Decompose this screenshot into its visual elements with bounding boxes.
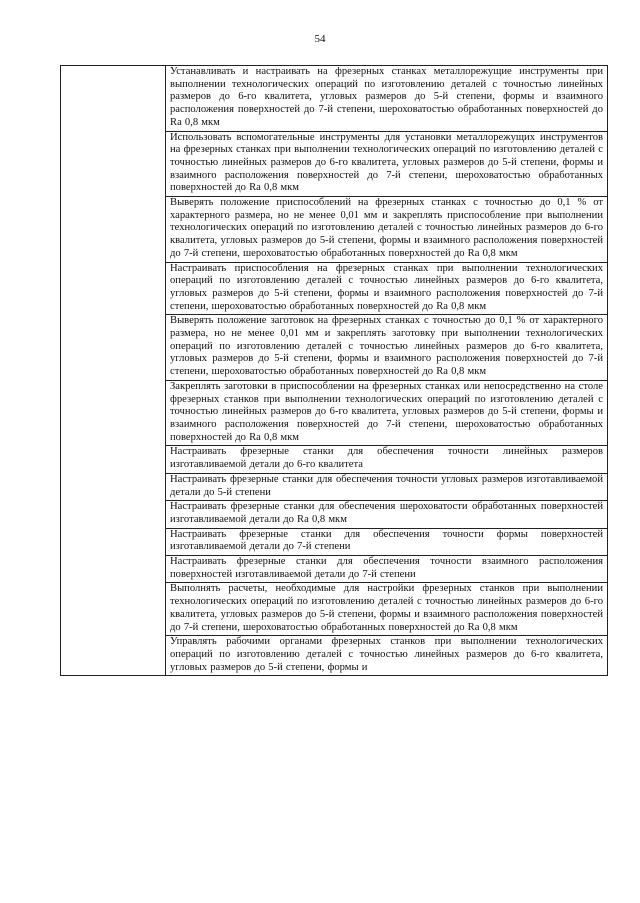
skill-item: Выверять положение заготовок на фрезерных станках с точностью до 0,1 % от характерного размера, но не менее 0,01 мм и закреплять заготовку при выполнении технологических операций по изготовлению деталей с точностью линейных размеров до 6-го квалитета, угловых размеров до 5-й степени, формы и взаимного расположения поверхностей до 7-й степени, шероховатостью обработанных поверхностей до Ra 0,8 мкм bbox=[166, 315, 607, 381]
skill-item: Настраивать фрезерные станки для обеспечения точности формы поверхностей изготавливаемой детали до 7-й степени bbox=[166, 529, 607, 556]
left-column-cell bbox=[61, 66, 166, 676]
skill-item: Использовать вспомогательные инструменты для установки металлорежущих инструментов на фрезерных станках при выполнении технологических операций по изготовлению деталей с точностью линейных размеров до 6-го квалитета, угловых размеров до 5-й степени, формы и взаимного расположения поверхностей до 7-й степени, шероховатостью обработанных поверхностей до Ra 0,8 мкм bbox=[166, 132, 607, 198]
skills-cell bbox=[166, 66, 608, 676]
skill-item: Настраивать фрезерные станки для обеспечения точности линейных размеров изготавливаемой детали до 6-го квалитета bbox=[166, 446, 607, 473]
skill-item: Устанавливать и настраивать на фрезерных станках металлорежущие инструменты при выполнении технологических операций по изготовлению деталей с точностью линейных размеров до 6-го квалитета, угловых размеров до 5-й степени, формы и взаимного расположения поверхностей до 7-й степени, шероховатостью обработанных поверхностей до Ra 0,8 мкм bbox=[166, 66, 607, 132]
skill-item: Настраивать фрезерные станки для обеспечения точности взаимного расположения поверхностей изготавливаемой детали до 7-й степени bbox=[166, 556, 607, 583]
skill-item: Выверять положение приспособлений на фрезерных станках с точностью до 0,1 % от характерного размера, но не менее 0,01 мм и закреплять приспособление при выполнении технологических операций по изготовлению деталей с точностью линейных размеров до 6-го квалитета, угловых размеров до 5-й степени, формы и взаимного расположения поверхностей до 7-й степени, шероховатостью обработанных поверхностей до Ra 0,8 мкм bbox=[166, 197, 607, 263]
table-row bbox=[61, 66, 608, 676]
page-number: 54 bbox=[314, 33, 326, 45]
skill-item: Управлять рабочими органами фрезерных станков при выполнении технологических операций по изготовлению деталей с точностью линейных размеров до 6-го квалитета, угловых размеров до 5-й степени, формы и bbox=[170, 636, 603, 673]
skills-table bbox=[60, 65, 608, 676]
skill-item: Настраивать фрезерные станки для обеспечения точности угловых размеров изготавливаемой детали до 5-й степени bbox=[166, 474, 607, 501]
skills-list bbox=[166, 66, 607, 675]
skill-item: Настраивать фрезерные станки для обеспечения шероховатости обработанных поверхностей изготавливаемой детали до Ra 0,8 мкм bbox=[166, 501, 607, 528]
skill-item: Выполнять расчеты, необходимые для настройки фрезерных станков при выполнении технологических операций по изготовлению деталей с точностью линейных размеров до 6-го квалитета, угловых размеров до 5-й степени, формы и взаимного расположения поверхностей до 7-й степени, шероховатостью обработанных поверхностей до Ra 0,8 мкм bbox=[166, 583, 607, 636]
skill-item: Настраивать приспособления на фрезерных станках при выполнении технологических операций по изготовлению деталей с точностью линейных размеров до 6-го квалитета, угловых размеров до 5-й степени, формы и взаимного расположения поверхностей до 7-й степени, шероховатостью обработанных поверхностей до Ra 0,8 мкм bbox=[166, 263, 607, 316]
skill-item: Закреплять заготовки в приспособлении на фрезерных станках или непосредственно на столе фрезерных станков при выполнении технологических операций по изготовлению деталей с точностью линейных размеров до 6-го квалитета, угловых размеров до 5-й степени, формы и взаимного расположения поверхностей до 7-й степени, шероховатостью обработанных поверхностей до Ra 0,8 мкм bbox=[166, 381, 607, 447]
